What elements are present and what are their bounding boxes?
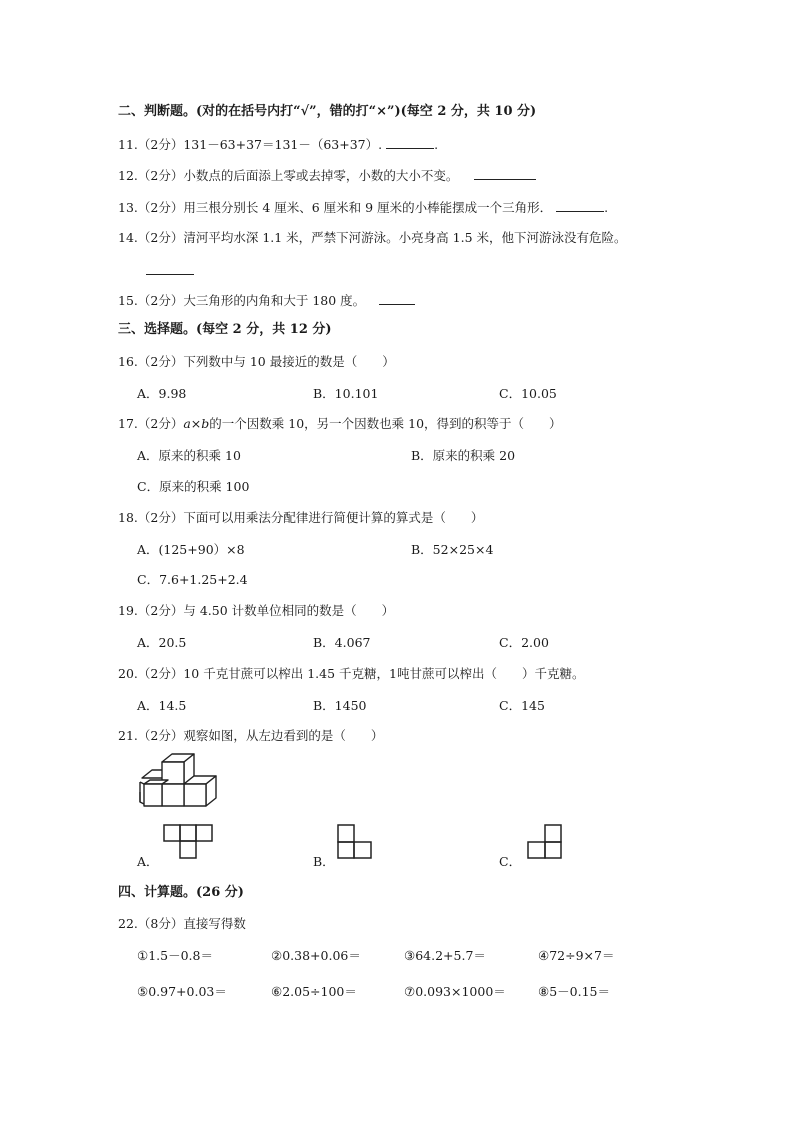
calc-item-7[interactable]: ⑦0.093×1000＝ [404, 984, 506, 999]
q18-number: 18.（2分） [118, 510, 184, 525]
q17-times: × [190, 416, 202, 431]
q16-text: 下列数中与 10 最接近的数是（ ） [183, 354, 395, 369]
q21-number: 21.（2分） [118, 728, 184, 743]
question-17 [118, 416, 562, 432]
q16-option-c[interactable]: C．10.05 [499, 386, 557, 401]
q14-answer-blank[interactable] [146, 262, 194, 275]
q18-text: 下面可以用乘法分配律进行简便计算的算式是（ ） [183, 510, 484, 525]
question-15 [118, 292, 415, 309]
section-calc-title: 四、计算题。(26 分) [118, 885, 244, 900]
q19-text: 与 4.50 计数单位相同的数是（ ） [183, 603, 395, 618]
question-13 [118, 199, 608, 216]
q20-number: 20.（2分） [118, 666, 184, 681]
section-judge-title: 二、判断题。(对的在括号内打“√”，错的打“×”)(每空 2 分，共 10 分) [118, 104, 537, 119]
question-20 [118, 666, 584, 682]
q21-option-c-figure[interactable] [527, 824, 563, 860]
q18-option-a[interactable]: A．(125+90）×8 [137, 542, 245, 557]
calc-item-5[interactable]: ⑤0.97+0.03＝ [137, 984, 227, 999]
q13-end: . [604, 200, 609, 215]
q22-text: 直接写得数 [183, 916, 246, 931]
q12-answer-blank[interactable] [474, 167, 536, 180]
q15-number: 15.（2分） [118, 293, 184, 308]
q19-option-b[interactable]: B．4.067 [313, 635, 371, 650]
q21-option-b[interactable]: B． [313, 854, 335, 869]
q17-option-c[interactable]: C．原来的积乘 100 [137, 479, 250, 494]
q14-answer-line [146, 262, 194, 279]
calc-item-1[interactable]: ①1.5－0.8＝ [137, 948, 213, 963]
q21-option-c[interactable]: C． [499, 854, 522, 869]
calc-item-6[interactable]: ⑥2.05÷100＝ [271, 984, 357, 999]
q20-text: 10 千克甘蔗可以榨出 1.45 千克糖，1吨甘蔗可以榨出（ ）千克糖。 [183, 666, 585, 681]
q11-text: 131－63+37＝131－（63+37）. [183, 137, 383, 152]
q20-option-b[interactable]: B．1450 [313, 698, 367, 713]
q21-option-a-figure[interactable] [163, 824, 213, 860]
question-19 [118, 603, 394, 619]
q16-option-a[interactable]: A．9.98 [137, 386, 187, 401]
question-21 [118, 728, 383, 744]
q18-option-c[interactable]: C．7.6+1.25+2.4 [137, 572, 248, 587]
q17-number: 17.（2分） [118, 416, 184, 431]
q14-text: 清河平均水深 1.1 米，严禁下河游泳。小亮身高 1.5 米，他下河游泳没有危险。 [183, 230, 627, 245]
q17-var-b: b [201, 416, 210, 431]
q19-number: 19.（2分） [118, 603, 184, 618]
q19-option-a[interactable]: A．20.5 [137, 635, 187, 650]
q17-text: 的一个因数乘 10，另一个因数也乘 10，得到的积等于（ ） [209, 416, 562, 431]
q12-number: 12.（2分） [118, 168, 184, 183]
q15-answer-blank[interactable] [379, 292, 415, 305]
q22-number: 22.（8分） [118, 916, 184, 931]
section-choice-title: 三、选择题。(每空 2 分，共 12 分) [118, 322, 332, 337]
q11-number: 11.（2分） [118, 137, 184, 152]
q16-option-b[interactable]: B．10.101 [313, 386, 379, 401]
calc-item-4[interactable]: ④72÷9×7＝ [538, 948, 615, 963]
question-11 [118, 136, 438, 153]
q11-answer-blank[interactable] [386, 136, 434, 149]
q21-text: 观察如图，从左边看到的是（ ） [183, 728, 384, 743]
calc-item-3[interactable]: ③64.2+5.7＝ [404, 948, 486, 963]
q13-answer-blank[interactable] [556, 199, 604, 212]
q12-text: 小数点的后面添上零或去掉零，小数的大小不变。 [183, 168, 459, 183]
calc-item-8[interactable]: ⑧5－0.15＝ [538, 984, 610, 999]
q13-text: 用三根分别长 4 厘米、6 厘米和 9 厘米的小棒能摆成一个三角形． [183, 200, 553, 215]
q11-end: . [434, 137, 439, 152]
q13-number: 13.（2分） [118, 200, 184, 215]
q15-text: 大三角形的内角和大于 180 度。 [183, 293, 366, 308]
q17-var-a: a [183, 416, 191, 431]
q18-option-b[interactable]: B．52×25×4 [411, 542, 494, 557]
question-12 [118, 167, 536, 184]
q21-option-a[interactable]: A． [137, 854, 159, 869]
q17-option-a[interactable]: A．原来的积乘 10 [137, 448, 241, 463]
question-22 [118, 916, 246, 932]
q14-number: 14.（2分） [118, 230, 184, 245]
calc-item-2[interactable]: ②0.38+0.06＝ [271, 948, 361, 963]
question-14 [118, 230, 627, 246]
q20-option-c[interactable]: C．145 [499, 698, 545, 713]
q21-option-b-figure[interactable] [337, 824, 373, 860]
question-16 [118, 354, 395, 370]
question-18 [118, 510, 483, 526]
q21-cube-figure [138, 752, 218, 810]
q16-number: 16.（2分） [118, 354, 184, 369]
q17-option-b[interactable]: B．原来的积乘 20 [411, 448, 516, 463]
q20-option-a[interactable]: A．14.5 [137, 698, 187, 713]
q19-option-c[interactable]: C．2.00 [499, 635, 549, 650]
